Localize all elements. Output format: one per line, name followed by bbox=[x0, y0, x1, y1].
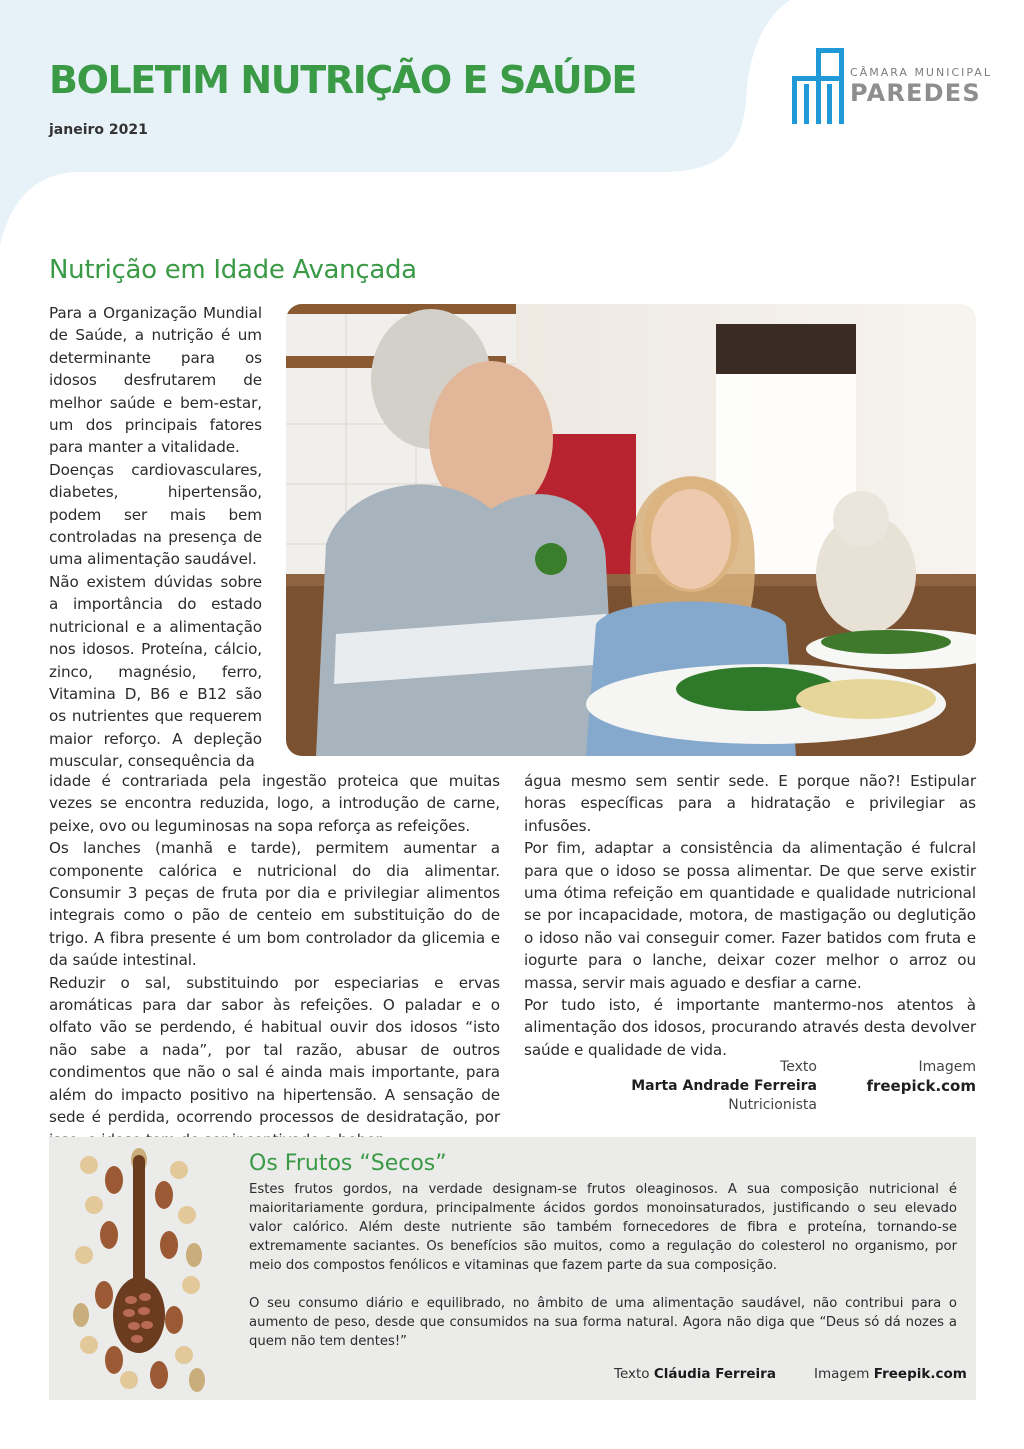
article-paragraph: Por tudo isto, é importante mantermo-nos atentos à alimentação dos idosos, procurando através desta devolver saúde e qualidade de vida. bbox=[524, 996, 976, 1059]
article-column-left bbox=[49, 770, 500, 1151]
box-text-credit bbox=[614, 1366, 776, 1382]
image-source: Freepik.com bbox=[873, 1366, 967, 1382]
image-credit bbox=[836, 1058, 976, 1097]
photo-grandfather-granddaughter-meal-icon bbox=[286, 304, 976, 756]
credit-label: Texto bbox=[780, 1059, 817, 1075]
logo-subtitle: CÂMARA MUNICIPAL bbox=[850, 66, 992, 79]
article-column-right bbox=[524, 770, 976, 1061]
box-paragraph: O seu consumo diário e equilibrado, no âmbito de uma alimentação saudável, não contribui para o aumento de peso, desde que consumidos na sua forma natural. Agora não diga que “Deus só dá nozes a quem não tem dentes!” bbox=[249, 1296, 957, 1349]
article-paragraph: Doenças cardiovasculares, diabetes, hipertensão, podem ser mais bem controladas na presença de uma alimentação saudável. bbox=[49, 460, 262, 569]
article-paragraph: idade é contrariada pela ingestão proteica que muitas vezes se encontra reduzida, logo, a introdução de carne, peixe, ovo ou leguminosas na sopa reforça as refeições. bbox=[49, 772, 500, 835]
author-name: Marta Andrade Ferreira bbox=[631, 1078, 817, 1094]
credit-label: Texto bbox=[614, 1366, 650, 1382]
image-source: freepick.com bbox=[866, 1077, 976, 1095]
header-background bbox=[0, 0, 1024, 260]
article-photo bbox=[286, 304, 976, 756]
article-paragraph: Não existem dúvidas sobre a importância do estado nutricional e a alimentação nos idosos. Proteína, cálcio, zinco, magnésio, ferro, Vitamina D, B6 e B12 são os nutrientes que requerem maior reforço. A depleção muscular, consequência da bbox=[49, 572, 262, 771]
box-title: Os Frutos “Secos” bbox=[249, 1151, 447, 1176]
article-column-narrow bbox=[49, 302, 262, 773]
article-paragraph: Para a Organização Mundial de Saúde, a nutrição é um determinante para os idosos desfrutarem de melhor saúde e bem-estar, um dos principais fatores para manter a vitalidade. bbox=[49, 304, 262, 457]
box-text bbox=[249, 1180, 957, 1351]
text-credit bbox=[600, 1058, 817, 1115]
nuts-spoon-image-icon bbox=[69, 1145, 209, 1393]
page-title: BOLETIM NUTRIÇÃO E SAÚDE bbox=[49, 58, 636, 102]
frutos-secos-box bbox=[49, 1137, 976, 1400]
camara-municipal-paredes-logo bbox=[790, 46, 992, 128]
article-paragraph: Por fim, adaptar a consistência da alimentação é fulcral para que o idoso se possa alimentar. De que serve existir uma ótima refeição em quantidade e qualidade nutricional se por incapacidade, motora, de mastigação ou deglutição o idoso não vai conseguir comer. Fazer batidos com fruta e iogurte para o lanche, deixar cozer melhor o arroz ou massa, servir mais aguado e desfiar a carne. bbox=[524, 839, 976, 992]
issue-date: janeiro 2021 bbox=[49, 122, 148, 138]
credit-label: Imagem bbox=[814, 1366, 870, 1382]
article-paragraph: Os lanches (manhã e tarde), permitem aumentar a componente calórica e nutricional do dia alimentar. Consumir 3 peças de fruta por dia e privilegiar alimentos integrais como o pão de centeio em substituição do de trigo. A fibra presente é um bom controlador da glicemia e da saúde intestinal. bbox=[49, 839, 500, 970]
article-paragraph: Reduzir o sal, substituindo por especiarias e ervas aromáticas para dar sabor às refeições. O paladar e o olfato vão se perdendo, é habitual ouvir dos idosos “isto não sabe a nada”, por tal razão, abusar de outros condimentos que não o sal é ainda mais importante, para além do impacto positivo na hipertensão. A sensação de sede é perdida, ocorrendo processos de desidratação, por bbox=[49, 973, 500, 1127]
author-role: Nutricionista bbox=[728, 1097, 817, 1113]
author-name: Cláudia Ferreira bbox=[653, 1366, 776, 1382]
logo-name: PAREDES bbox=[850, 79, 981, 107]
box-paragraph: Estes frutos gordos, na verdade designam-se frutos oleaginosos. A sua composição nutricional é maioritariamente gordura, principalmente ácidos gordos monoinsaturados, justificando o seu elevado valor calórico. Além deste nutriente são também fornecedores de fibra e proteína, tornando-se extremamente saciantes. Os benefícios são muitos, como a regulação do colesterol no organismo, por meio dos compostos fenólicos e vitaminas que fazem parte da sua composição. bbox=[249, 1182, 957, 1273]
chair-logo-icon bbox=[790, 46, 846, 126]
credit-label: Imagem bbox=[918, 1059, 976, 1075]
box-image-credit bbox=[814, 1366, 967, 1382]
article-paragraph: água mesmo sem sentir sede. E porque não?! Estipular horas específicas para a hidratação e privilegiar as infusões. bbox=[524, 772, 976, 835]
article-title: Nutrição em Idade Avançada bbox=[49, 255, 417, 285]
